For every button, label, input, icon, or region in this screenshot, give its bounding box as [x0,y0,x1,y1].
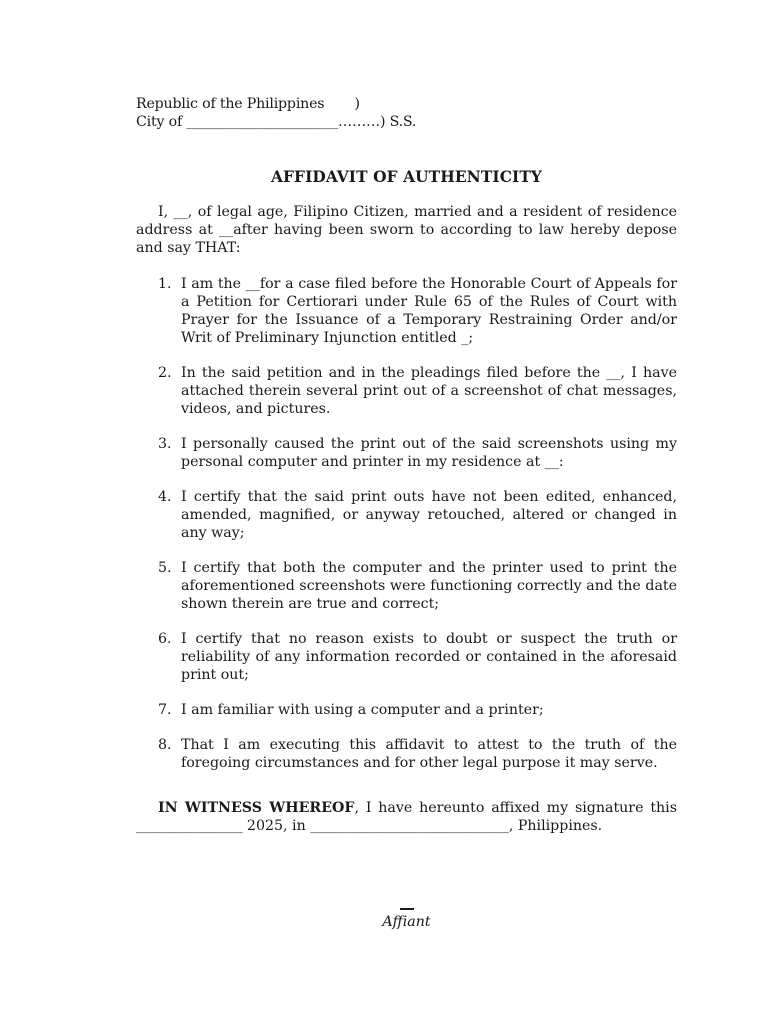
item-text: I certify that both the computer and the printer used to print the aforementioned screenshots were functioning correctly and the date shown therein are true and correct; [181,560,677,612]
statement-item [136,364,677,418]
item-number: 1. [158,276,172,292]
statement-list [136,275,677,772]
item-number: 5. [158,560,172,576]
statement-item [136,630,677,684]
witness-text: , I have hereunto affixed my signature this _______________ 2025, in ____________________________, Philippines. [136,800,677,834]
item-text: I am familiar with using a computer and a printer; [181,702,544,718]
item-number: 2. [158,365,172,381]
item-number: 4. [158,489,172,505]
affidavit-page [136,95,677,930]
item-number: 6. [158,631,172,647]
item-text: I personally caused the print out of the said screenshots using my personal computer and printer in my residence at __: [181,436,677,470]
item-text: I certify that the said print outs have not been edited, enhanced, amended, magnified, or anyway retouched, altered or changed in any way; [181,489,677,541]
item-text: I am the __for a case filed before the Honorable Court of Appeals for a Petition for Certiorari under Rule 65 of the Rules of Court with Prayer for the Issuance of a Temporary Restraining Order and/or Writ of Preliminary Injunction entitled _; [181,276,677,346]
statement-item [136,559,677,613]
statement-item [136,488,677,542]
item-number: 3. [158,436,172,452]
venue-republic: Republic of the Philippines ) [136,96,360,112]
affiant-label: Affiant [382,914,431,930]
item-text: In the said petition and in the pleadings filed before the __, I have attached therein several print out of a screenshot of chat messages, videos, and pictures. [181,365,677,417]
statement-item [136,736,677,772]
item-number: 8. [158,737,172,753]
venue-city: City of ______________________………) S.S. [136,114,417,130]
document-title: AFFIDAVIT OF AUTHENTICITY [270,168,542,186]
item-number: 7. [158,702,172,718]
witness-paragraph [136,799,677,835]
signature-line [400,908,414,910]
witness-lead: IN WITNESS WHEREOF [158,800,355,816]
intro-paragraph: I, __, of legal age, Filipino Citizen, married and a resident of residence address at __after having been sworn to according to law hereby depose and say THAT: [136,204,677,256]
statement-item [136,275,677,347]
statement-item [136,435,677,471]
signature-block [136,908,677,930]
statement-item [136,701,677,719]
venue-block [136,95,677,131]
item-text: That I am executing this affidavit to attest to the truth of the foregoing circumstances and for other legal purpose it may serve. [181,737,677,771]
item-text: I certify that no reason exists to doubt or suspect the truth or reliability of any information recorded or contained in the aforesaid print out; [181,631,677,683]
